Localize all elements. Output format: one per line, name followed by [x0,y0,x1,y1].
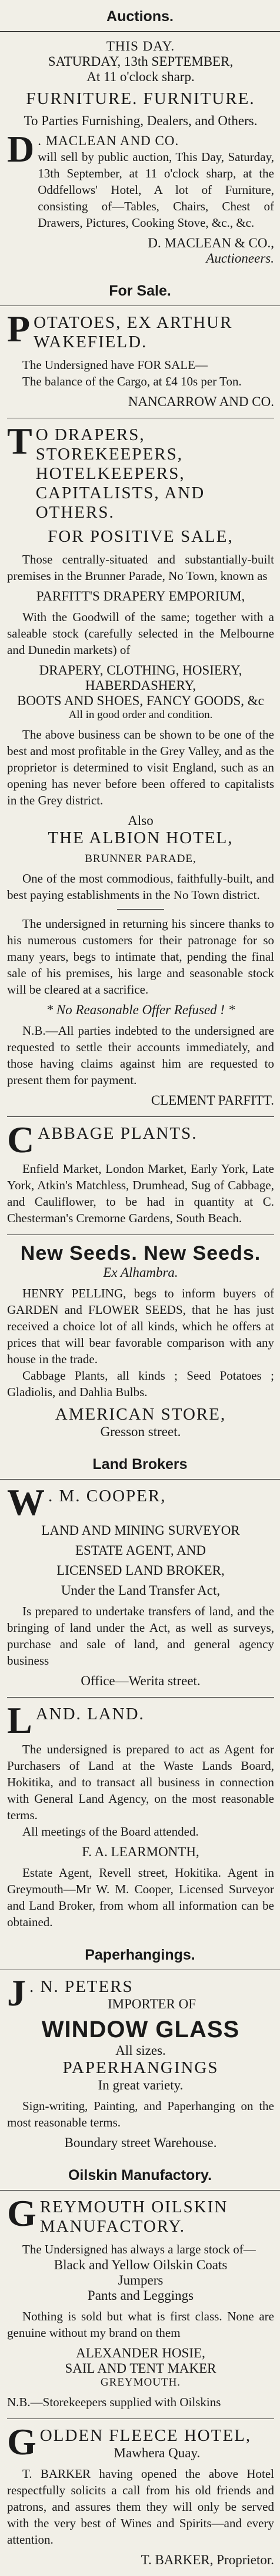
ad-signature: T. BARKER, Proprietor. [141,2552,274,2567]
ad-line: LAND AND MINING SURVEYOR [41,1523,240,1538]
ad-body: The above business can be shown to be one of the best and most profitable in the Grey Valley, and as the proprietor is determined to visit England, such as an opening has never before been offered to capitalists in the Grey district. [7,727,274,807]
ad-peters [7,1970,274,2159]
ad-line: LICENSED LAND BROKER, [56,1563,225,1578]
ad-no-offer: * No Reasonable Offer Refused ! * [46,1002,235,1017]
ad-body: Those centrally-situated and substantially-built premises in the Brunner Parade, No Town, known as [7,552,274,583]
ad-item: Jumpers [118,2273,164,2287]
ad-body: will sell by public auction, This Day, Saturday, 13th September, at 11 o'clock sharp, at the Oddfellows' Hotel, A lot of Furniture, consisting of—Tables, Chairs, Chest of Drawers, Pictures, Cooking Stove, &c., &c. [38,150,274,230]
ad-body: The balance of the Cargo, at £4 10s per Ton. [22,374,242,388]
ad-product: WINDOW GLASS [41,2017,240,2042]
ad-body: The Undersigned have FOR SALE— [22,358,208,372]
ad-town: GREYMOUTH. [100,2376,181,2389]
ad-dropcap-row [7,420,274,522]
dropcap: W [7,1481,45,1523]
dropcap: C [7,1119,35,1160]
ad-importer: IMPORTER OF [107,1997,196,2011]
ad-dropcap-row [7,1699,274,1741]
ad-street: Gresson street. [100,1424,181,1439]
ad-this-day: THIS DAY. [106,39,175,53]
ad-warehouse: Boundary street Warehouse. [64,2135,217,2150]
ad-to: To Parties Furnishing, Dealers, and Others. [24,113,258,128]
ad-title: ABBAGE PLANTS. [38,1124,198,1143]
ad-variety: In great variety. [98,2078,184,2092]
ad-drapers [7,418,274,1117]
ad-potatoes [7,306,274,418]
ad-signature: CLEMENT PARFITT. [151,1093,274,1108]
ad-golden-fleece [7,2419,274,2576]
ad-maclean-auction [7,32,274,274]
ad-cabbage [7,1117,274,1235]
ad-goods: BOOTS AND SHOES, FANCY GOODS, &c [17,693,264,708]
ad-title: FURNITURE. FURNITURE. [26,89,255,108]
dropcap: P [7,308,31,350]
ad-title: OTATOES, EX ARTHUR WAKEFIELD. [34,313,233,351]
ad-cooper [7,1480,274,1698]
ad-hotel: THE ALBION HOTEL, [48,829,234,847]
divider [117,909,164,910]
ad-ex: Ex Alhambra. [103,1265,178,1280]
ad-title: . N. PETERS [29,1977,134,1996]
ad-body: Sign-writing, Painting, and Paperhanging on the most reasonable terms. [7,2099,274,2129]
ad-signature: D. MACLEAN & CO., [148,236,274,250]
ad-body: The Undersigned has always a large stock of— [22,2242,256,2256]
ad-body: All in good order and condition. [68,709,213,721]
section-heading-land-brokers: Land Brokers [0,1448,280,1480]
ad-dropcap-row [7,308,274,352]
ad-nb: N.B.—Storekeepers supplied with Oilskins [7,2395,221,2409]
ad-body: The undersigned in returning his sincere thanks to his numerous customers for their patronage for so many years, begs to intimate that, pending the final sale of his premises, his large and seasonable stock will be cleared at a sacrifice. [7,917,274,997]
ad-hotel-location: BRUNNER PARADE, [85,853,196,865]
ad-body: All meetings of the Board attended. [22,1824,199,1839]
ad-body: Cabbage Plants, all kinds ; Seed Potatoes ; Gladiolis, and Dahlia Bulbs. [7,1368,274,1399]
ad-title: AND. LAND. [35,1705,145,1723]
ad-body: With the Goodwill of the same; together with a saleable stock (carefully selected in the Melbourne and Dunedin markets) of [7,610,274,657]
ad-date: SATURDAY, 13th SEPTEMBER, [48,54,234,69]
ad-land [7,1698,274,1938]
ad-dropcap-row [7,128,274,231]
ad-line: ESTATE AGENT, AND [75,1543,206,1558]
ad-title: REYMOUTH OILSKIN MANUFACTORY. [39,2198,228,2236]
ad-dropcap-row [7,2192,274,2236]
ad-title: New Seeds. New Seeds. [20,1242,261,1264]
ad-body: T. BARKER having opened the above Hotel respectfully solicits a call from his old friends and patrons, and assures them they will only be served with the very best of Wines and Spirits—and every attention. [7,2467,274,2547]
ad-signature-title: SAIL AND TENT MAKER [65,2361,216,2376]
ad-body: Estate Agent, Revell street, Hokitika. Agent in Greymouth—Mr W. M. Cooper, Licensed Surveyor and Land Broker, from whom all information can be obtained. [7,1866,274,1929]
ad-signature: ALEXANDER HOSIE, [76,2346,205,2360]
ad-title: O DRAPERS, STOREKEEPERS, HOTELKEEPERS, CAPITALISTS, AND OTHERS. [35,425,205,522]
ad-also: Also [128,813,154,828]
ad-name: . MACLEAN AND CO. [38,133,179,148]
ad-goods: DRAPERY, CLOTHING, HOSIERY, HABERDASHERY, [39,663,242,693]
section-heading-oilskin: Oilskin Manufactory. [0,2159,280,2191]
ad-dropcap-row [7,1119,274,1160]
ad-subtitle: FOR POSITIVE SALE, [48,527,234,546]
ad-body: Enfield Market, London Market, Early York, Late York, Atkin's Matchless, Drumhead, Sug of Cabbage, and Cauliflower, to be had in quantity at C. Chesterman's Cremorne Gardens, South Beach. [7,1162,274,1225]
dropcap: G [7,2421,36,2463]
ad-body: One of the most commodious, faithfully-built, and best paying establishments in the No Town district. [7,871,274,902]
section-heading-paperhangings: Paperhangings. [0,1938,280,1970]
ad-title: OLDEN FLEECE HOTEL, [39,2426,252,2445]
section-heading-auctions: Auctions. [0,0,280,32]
ad-signature: NANCARROW AND CO. [128,394,274,409]
dropcap: L [7,1699,32,1741]
ad-signature-title: Auctioneers. [206,251,274,266]
ad-oilskin [7,2191,274,2419]
ad-body: Nothing is sold but what is first class. None are genuine without my brand on them [7,2309,274,2340]
dropcap: J [7,1972,26,2014]
ad-body: N.B.—All parties indebted to the undersigned are requested to settle their accounts immediately, and those having claims against him are requested to present them for payment. [7,1024,274,1087]
ad-store: AMERICAN STORE, [55,1405,226,1424]
ad-body: The undersigned is prepared to act as Agent for Purchasers of Land at the Waste Lands Board, Hokitika, and to transact all business in connection with General Land Agency, on the most reasonable terms. [7,1742,274,1822]
ad-paper: PAPERHANGINGS [62,2058,219,2077]
dropcap: D [7,128,35,170]
ad-office: Office—Werita street. [81,1673,201,1688]
ad-title: . M. COOPER, [48,1487,166,1505]
ad-signature: F. A. LEARMONTH, [82,1844,199,1859]
ad-time: At 11 o'clock sharp. [86,69,195,84]
ad-item: Pants and Leggings [87,2288,194,2303]
dropcap: G [7,2192,36,2234]
ad-line: Under the Land Transfer Act, [61,1583,221,1598]
ad-dropcap-row [7,2421,274,2463]
ad-dropcap-row [7,1481,274,1523]
ad-item: Black and Yellow Oilskin Coats [54,2258,228,2272]
ad-seeds [7,1235,274,1448]
ad-body: HENRY PELLING, begs to inform buyers of GARDEN and FLOWER SEEDS, that he has just received a choice lot of all kinds, which he offers at prices that will bear favorable comparison with any house in the trade. [7,1286,274,1366]
ad-location: Mawhera Quay. [114,2446,201,2460]
section-heading-for-sale: For Sale. [0,274,280,306]
ad-emporium: PARFITT'S DRAPERY EMPORIUM, [36,589,245,603]
ad-sizes: All sizes. [115,2043,166,2058]
ad-body: Is prepared to undertake transfers of land, and the bringing of land under the Act, as well as surveys, purchase and sale of land, and general agency business [7,1604,274,1668]
ad-dropcap-row [7,1972,274,2014]
dropcap: T [7,420,32,462]
